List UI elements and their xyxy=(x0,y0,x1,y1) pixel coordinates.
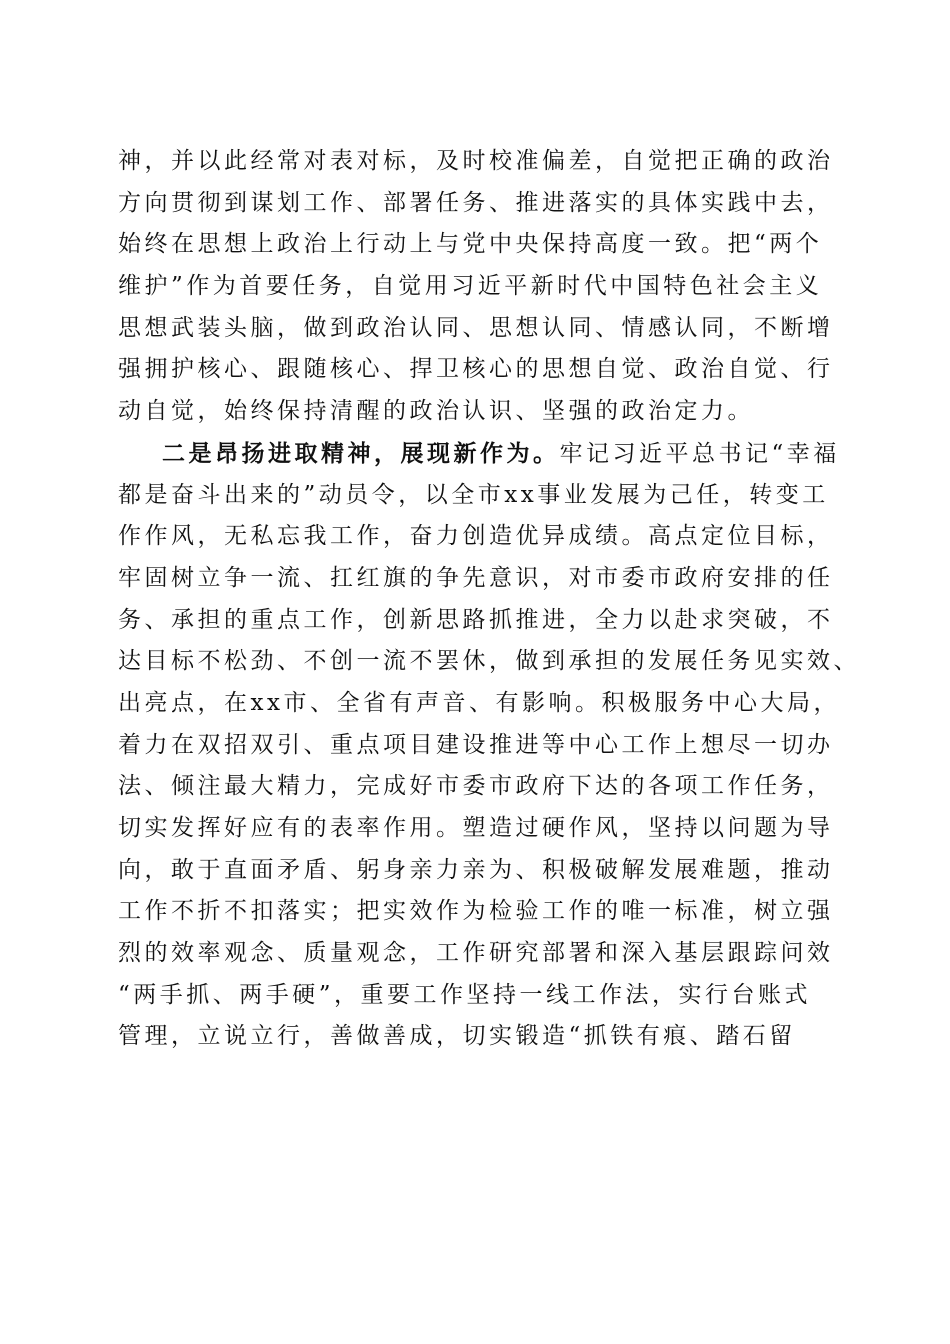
paragraph1-line-7: 动自觉，始终保持清醒的政治认识、坚强的政治定力。 xyxy=(118,398,754,425)
paragraph2-line-13: 烈的效率观念、质量观念，工作研究部署和深入基层跟踪问效 xyxy=(118,940,834,967)
paragraph1-line-6: 强拥护核心、跟随核心、捍卫核心的思想自觉、政治自觉、行 xyxy=(118,356,834,383)
paragraph2-line-11: 向，敢于直面矛盾、躬身亲力亲为、积极破解发展难题，推动 xyxy=(118,856,834,883)
paragraph2-line-7: 出亮点，在xx市、全省有声音、有影响。积极服务中心大局， xyxy=(118,689,840,716)
paragraph2-line-10: 切实发挥好应有的表率作用。塑造过硬作风，坚持以问题为导 xyxy=(118,815,834,841)
paragraph1-line-1: 神，并以此经常对表对标，及时校准偏差，自觉把正确的政治 xyxy=(118,148,834,174)
paragraph2-line-9: 法、倾注最大精力，完成好市委市政府下达的各项工作任务， xyxy=(118,773,834,800)
paragraph2-first-line-rest: 牢记习近平总书记“幸福 xyxy=(559,440,840,467)
paragraph2-line-12: 工作不折不扣落实；把实效作为检验工作的唯一标准，树立强 xyxy=(118,898,834,925)
paragraph2-line-4: 牢固树立争一流、扛红旗的争先意识，对市委市政府安排的任 xyxy=(118,564,834,591)
paragraph2-heading: 二是昂扬进取精神，展现新作为。 xyxy=(162,439,560,467)
paragraph2-line-3: 作作风，无私忘我工作，奋力创造优异成绩。高点定位目标， xyxy=(118,523,834,550)
paragraph1-line-4: 维护”作为首要任务，自觉用习近平新时代中国特色社会主义 xyxy=(118,273,823,300)
paragraph2-line-15: 管理，立说立行，善做善成，切实锻造“抓铁有痕、踏石留 xyxy=(118,1023,796,1050)
paragraph2-line-14: “两手抓、两手硬”，重要工作坚持一线工作法，实行台账式 xyxy=(118,981,812,1008)
paragraph1-line-5: 思想武装头脑，做到政治认同、思想认同、情感认同，不断增 xyxy=(118,314,834,341)
paragraph2-line-5: 务、承担的重点工作，创新思路抓推进，全力以赴求突破，不 xyxy=(118,606,834,633)
paragraph2-line-6: 达目标不松劲、不创一流不罢休，做到承担的发展任务见实效、 xyxy=(118,648,860,675)
paragraph2-line-2: 都是奋斗出来的”动员令，以全市xx事业发展为己任，转变工 xyxy=(118,481,829,508)
paragraph2-first-line xyxy=(118,433,838,475)
body-text xyxy=(118,141,860,1058)
paragraph1-line-2: 方向贯彻到谋划工作、部署任务、推进落实的具体实践中去， xyxy=(118,189,834,216)
paragraph2-line-8: 着力在双招双引、重点项目建设推进等中心工作上想尽一切办 xyxy=(118,731,834,758)
paragraph1-line-3: 始终在思想上政治上行动上与党中央保持高度一致。把“两个 xyxy=(118,231,823,258)
